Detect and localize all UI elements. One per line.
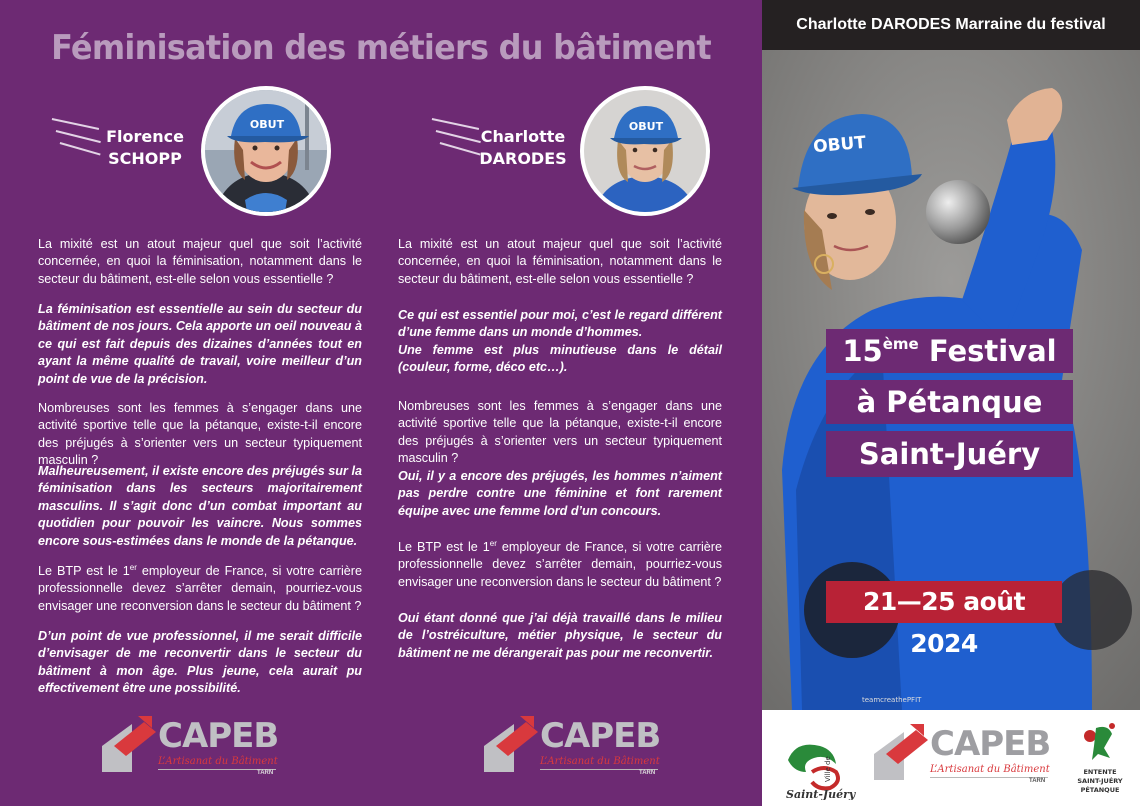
capeb-logo (484, 710, 664, 780)
sleeve-text: teamcreathePFIT (862, 696, 922, 704)
right-panel (762, 0, 1140, 806)
saint-juery-logo (776, 720, 856, 800)
capeb-wordmark: CAPEB (930, 724, 1051, 764)
capeb-house-icon (484, 716, 538, 774)
interviewee-name (100, 126, 190, 170)
capeb-logo (874, 718, 1054, 788)
last-name: DARODES (479, 149, 567, 168)
capeb-department: TARN (1029, 778, 1046, 784)
festival-title-line-3: Saint-Juéry (826, 431, 1073, 477)
svg-text:PÉTANQUE: PÉTANQUE (1080, 786, 1120, 794)
festival-title-line-1: 15ème Festival (826, 329, 1073, 373)
capeb-house-icon (102, 716, 156, 774)
capeb-house-icon (874, 724, 928, 782)
portrait-florence (205, 90, 327, 212)
interviewee-name (478, 126, 568, 170)
question-1: La mixité est un atout majeur quel que soit l’activité concernée, en quoi la féminisation, notamment dans le secteur du bâtiment, est-elle selon vous essentielle ? (38, 237, 362, 286)
capeb-wordmark: CAPEB (158, 716, 279, 756)
entente-petanque-logo (1072, 718, 1132, 802)
svg-text:SAINT-JUÉRY: SAINT-JUÉRY (1077, 777, 1123, 785)
question-1: La mixité est un atout majeur quel que soit l’activité concernée, en quoi la féminisation, notamment dans le secteur du bâtiment, est-elle selon vous essentielle ? (398, 237, 722, 286)
cap-logo: OBUT (628, 120, 664, 133)
answer-1: La féminisation est essentielle au sein du secteur du bâtiment de nos jours. Cela apporte un oeil nouveau à ce qui est fait depuis des dizaines d’années tout en ayant la même qualité de travail, voire meilleur d’un point de vue de la précision. (38, 302, 362, 386)
festival-dates: 21—25 août 2024 (826, 581, 1062, 623)
capeb-wordmark: CAPEB (540, 716, 661, 756)
answer-2: Oui, il y a encore des préjugés, les hommes n’aiment pas perdre contre une féminine et font rarement équipe avec une femme lord d’un concours. (398, 469, 722, 518)
capeb-department: TARN (257, 770, 274, 776)
page-title: Féminisation des métiers du bâtiment (51, 28, 711, 68)
capeb-logo (102, 710, 282, 780)
sponsor-footer (762, 710, 1140, 806)
answer-3: D’un point de vue professionnel, il me serait difficile d’envisager de me reconvertir dans le secteur du bâtiment à mon âge. Plus jeune, cela aurait pu effectivement être une possibilité. (38, 629, 362, 696)
question-3: Le BTP est le 1er employeur de France, si votre carrière professionnelle devez s’arrêter demain, pourriez-vous envisager une reconversion dans le secteur du bâtiment ? (398, 538, 722, 589)
portrait-charlotte (584, 90, 706, 212)
answer-3: Oui étant donné que j’ai déjà travaillé dans le milieu de l’ostréiculture, métier physique, le secteur du bâtiment ne me dérangerait pas pour me reconvertir. (398, 611, 722, 660)
svg-text:ENTENTE: ENTENTE (1083, 768, 1117, 776)
avatar (201, 86, 331, 216)
avatar (580, 86, 710, 216)
last-name: SCHOPP (108, 149, 182, 168)
question-2: Nombreuses sont les femmes à s’engager dans une activité sportive telle que la pétanque, existe-t-il encore des préjugés à s’orienter vers un secteur typiquement masculin ? (38, 401, 362, 468)
answer-1: Ce qui est essentiel pour moi, c’est le regard différent d’une femme dans un monde d’hommes. Une femme est plus minutieuse dans le détail (couleur, forme, déco etc…). (398, 308, 722, 375)
festival-title-line-2: à Pétanque (826, 380, 1073, 424)
first-name: Charlotte (480, 127, 566, 146)
capeb-tagline: L’Artisanat du Bâtiment (158, 756, 278, 767)
cap-logo: OBUT (249, 118, 285, 131)
godmother-banner: Charlotte DARODES Marraine du festival (762, 0, 1140, 50)
cap-logo: OBUT (812, 132, 867, 158)
capeb-department: TARN (639, 770, 656, 776)
capeb-tagline: L’Artisanat du Bâtiment (540, 756, 660, 767)
capeb-tagline: L’Artisanat du Bâtiment (930, 764, 1050, 775)
first-name: Florence (106, 127, 184, 146)
svg-text:Saint-Juéry: Saint-Juéry (786, 788, 856, 800)
answer-2: Malheureusement, il existe encore des préjugés sur la féminisation dans les secteurs majoritairement masculins. Il s’agit donc d’un combat important au quotidien pour pouvoir les vaincre. Nous sommes encore sous-estimées dans le monde de la pétanque. (38, 464, 362, 548)
question-3: Le BTP est le 1er employeur de France, si votre carrière professionnelle devez s’arrêter demain, pourriez-vous envisager une reconversion dans le secteur du bâtiment ? (38, 562, 362, 613)
svg-text:Ville de: Ville de (824, 756, 832, 782)
question-2: Nombreuses sont les femmes à s’engager dans une activité sportive telle que la pétanque, existe-t-il encore des préjugés à s’orienter vers un secteur typiquement masculin ? (398, 399, 722, 466)
